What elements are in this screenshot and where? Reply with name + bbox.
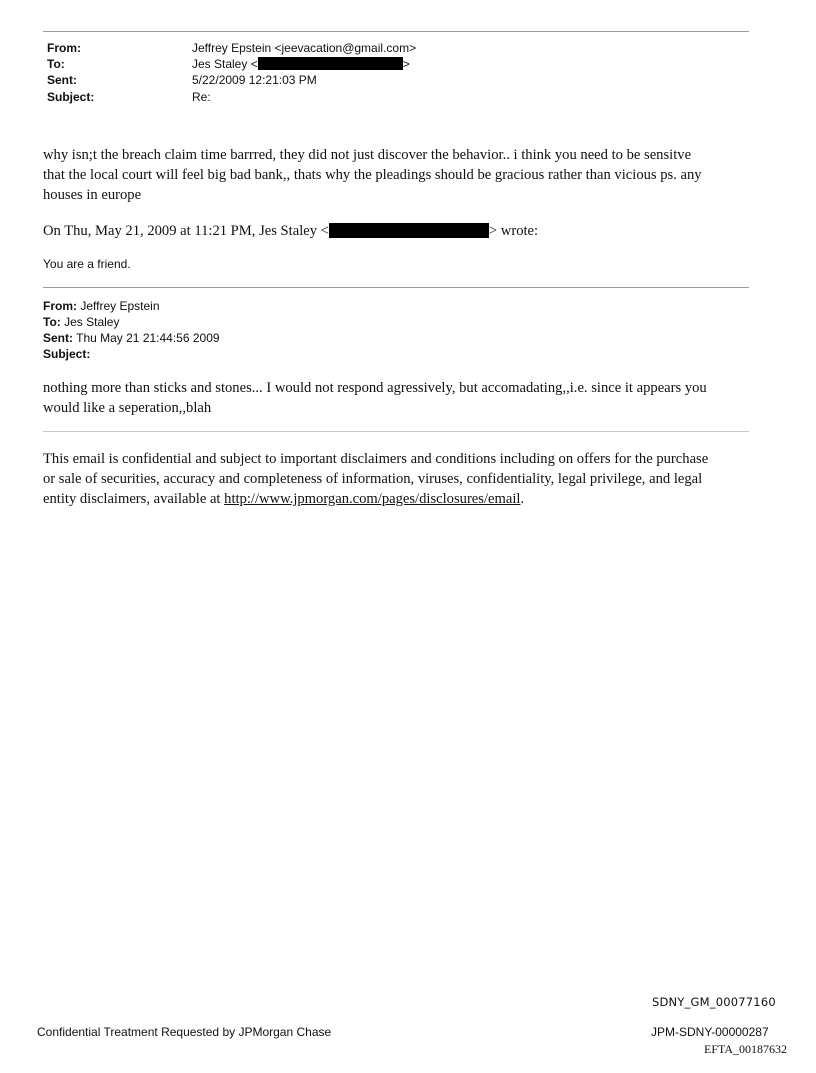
attribution-prefix: On Thu, May 21, 2009 at 11:21 PM, Jes Staley <: [43, 223, 329, 239]
disclaimer-line: This email is confidential and subject to important disclaimers and conditions including on offers for the purchase: [43, 451, 709, 467]
bates-sdny: SDNY_GM_00077160: [652, 995, 776, 1009]
disclaimer-suffix: .: [520, 491, 525, 507]
quoted-to-label: To:: [43, 315, 61, 329]
disclaimer: [43, 449, 755, 509]
subject-label: Subject:: [47, 90, 95, 104]
friend-line: You are a friend.: [43, 257, 131, 271]
redaction-box: [258, 57, 403, 70]
message-body: [43, 145, 755, 205]
disclaimer-line: or sale of securities, accuracy and completeness of information, viruses, confidentiality, legal privilege, and legal: [43, 471, 703, 487]
disclaimer-divider: [43, 431, 749, 432]
quoted-sent-label: Sent:: [43, 331, 73, 345]
quoted-subject: [43, 346, 220, 362]
disclaimer-prefix: entity disclaimers, available at: [43, 491, 225, 507]
quoted-to-value: Jes Staley: [60, 315, 120, 329]
bates-efta: EFTA_00187632: [704, 1042, 788, 1056]
quoted-line: nothing more than sticks and stones... I would not respond agressively, but accomadating,,i.e. since it appears you: [43, 380, 707, 396]
redaction-box: [329, 223, 489, 238]
from-label: From:: [47, 41, 81, 55]
to-label: To:: [47, 57, 65, 71]
quoted-from-label: From:: [43, 299, 77, 313]
reply-attribution: [43, 221, 755, 241]
to-name: Jes Staley <: [192, 57, 258, 71]
quoted-from: [43, 298, 220, 314]
disclosures-link[interactable]: http://www.jpmorgan.com/pages/disclosures/email: [224, 491, 521, 507]
quoted-line: would like a seperation,,blah: [43, 400, 212, 416]
bates-jpm: JPM-SDNY-00000287: [651, 1025, 769, 1039]
quote-divider: [43, 287, 749, 288]
quoted-sent: [43, 330, 220, 346]
quoted-header: [43, 298, 220, 362]
quoted-body: [43, 378, 755, 418]
body-line: that the local court will feel big bad bank,, thats why the pleadings should be gracious rather than vicious ps. any: [43, 167, 702, 183]
from-value: Jeffrey Epstein <jeevacation@gmail.com>: [192, 41, 417, 55]
quoted-to: [43, 314, 220, 330]
to-close: >: [402, 57, 410, 71]
attribution-suffix: > wrote:: [488, 223, 539, 239]
quoted-subject-label: Subject:: [43, 347, 91, 361]
body-line: why isn;t the breach claim time barrred, they did not just discover the behavior.. i think you need to be sensitve: [43, 147, 692, 163]
disclaimer-line: [43, 489, 755, 509]
quoted-from-value: Jeffrey Epstein: [77, 299, 160, 313]
quoted-sent-value: Thu May 21 21:44:56 2009: [73, 331, 220, 345]
sent-label: Sent:: [47, 73, 77, 87]
confidential-notice: Confidential Treatment Requested by JPMorgan Chase: [37, 1025, 332, 1039]
subject-value: Re:: [192, 90, 211, 104]
to-value: [192, 57, 410, 71]
body-line: houses in europe: [43, 187, 142, 203]
sent-value: 5/22/2009 12:21:03 PM: [192, 73, 317, 87]
top-divider: [43, 31, 749, 32]
